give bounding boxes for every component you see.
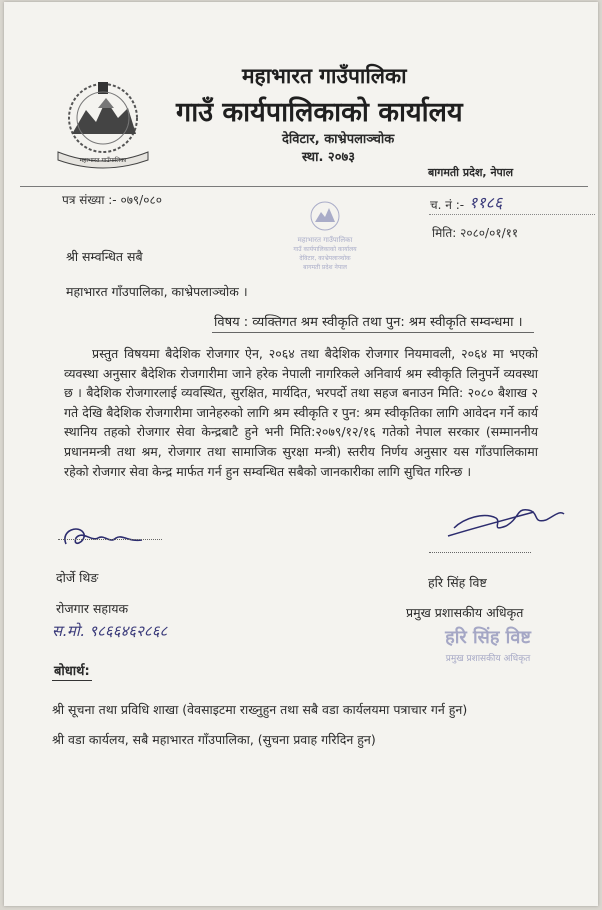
letter-subject: विषय : व्यक्तिगत श्रम स्वीकृति तथा पुन: श्रम स्वीकृति सम्वन्धमा । — [214, 315, 523, 330]
stamp-text-4: बागमती प्रदेश नेपाल — [303, 264, 347, 271]
letter-date: मिति: २०८०/०१/११ — [432, 226, 519, 240]
signatory-left-mobile: स.मो. ९८६६४६२८६८ — [52, 622, 168, 640]
signatory-left-name: दोर्जे थिङ — [56, 570, 99, 585]
signature-line-left — [58, 539, 162, 540]
office-stamp — [279, 190, 371, 280]
org-address: देविटार, काभ्रेपलाञ्चोक — [282, 132, 395, 147]
recipient-line1: श्री सम्वन्धित सबै — [66, 249, 143, 264]
recipient-line2: महाभारत गाँउपालिका, काभ्रेपलाञ्चोक । — [66, 284, 248, 299]
signatory-left-title: रोजगार सहायक — [56, 601, 129, 616]
letter-page — [4, 2, 598, 906]
subject-underline — [212, 332, 534, 333]
org-name-line2: गाउँ कार्यपालिकाको कार्यालय — [176, 97, 463, 128]
stamp-text-3: देविटार, काभ्रेपलाञ्चोक — [299, 255, 351, 262]
cc-heading: बोधार्थ: — [54, 664, 90, 679]
officer-seal — [428, 617, 548, 673]
signature-left — [58, 520, 168, 554]
org-established: स्था. २०७३ — [302, 150, 355, 165]
stamp-text-2: गाउँ कार्यपालिकाको कार्यालय — [293, 246, 357, 253]
signatory-right-name: हरि सिंह विष्ट — [428, 575, 487, 590]
dispatch-number-value: ११८६ — [469, 193, 503, 212]
emblem-banner-text: महाभारत गाउँपालिका — [79, 157, 127, 164]
org-name-line1: महाभारत गाउँपालिका — [242, 64, 407, 88]
letter-body: प्रस्तुत विषयमा बैदेशिक रोजगार ऐन, २०६४ तथा बैदेशिक रोजगार नियमावली, २०६४ मा भएको व्यवस्था अनुसार बैदेशिक रोजगारीमा जाने हरेक नेपाली नागरिकले अनिवार्य श्रम स्वीकृति लिनुपर्ने व्यवस्था छ । बैदेशिक रोजगारलाई व्यवस्थित, सुरक्षित, मार्यदित, भरपर्दो तथा सहज बनाउन मिति: २०८० बैशाख २ गते देखि बैदेशिक रोजगारीमा जानेहरुको लागि श्रम स्वीकृति र पुन: श्रम स्वीकृतिका लागि आवेदन गर्ने कार्य स्थानिय तहको रोजगार सेवा केन्द्रबाटै हुने भनी मिति:२०७९/१२/१६ गतेको नेपाल सरकार (सम्माननीय प्रधानमन्त्री तथा श्रम, रोजगार तथा सामाजिक सुरक्षा मन्त्री) स्तरीय निर्णय अनुसार यस गाँउपालिकामा रहेको रोजगार सेवा केन्द्र मार्फत गर्न हुन सम्वन्धित सबैको जानकारीका लागि सुचित गरिन्छ । — [64, 346, 538, 479]
seal-name: हरि सिंह विष्ट — [445, 627, 531, 648]
cc-item: श्री वडा कार्यलय, सबै महाभारत गाँउपालिका, (सुचना प्रवाह गरिदिन हुन) — [52, 732, 376, 747]
letter-number: पत्र संख्या :- ०७९/०८० — [62, 193, 162, 207]
org-province: बागमती प्रदेश, नेपाल — [428, 166, 514, 179]
seal-title: प्रमुख प्रशासकीय अधिकृत — [445, 654, 531, 664]
stamp-text-1: महाभारत गाउँपालिका — [297, 236, 353, 244]
signatory-right-title: प्रमुख प्रशासकीय अधिकृत — [406, 605, 524, 620]
cc-item: श्री सूचना तथा प्रविधि शाखा (वेवसाइटमा राख्नुहुन तथा सबै वडा कार्यलयमा पत्राचार गर्न हुन) — [52, 702, 468, 717]
municipality-emblem — [44, 74, 162, 174]
header-divider — [20, 186, 588, 187]
dispatch-underline — [429, 214, 595, 215]
cc-heading-underline — [52, 680, 92, 681]
dispatch-number-label: च. नं :- — [430, 198, 465, 212]
signature-right — [444, 498, 568, 542]
signature-line-right — [429, 552, 531, 553]
